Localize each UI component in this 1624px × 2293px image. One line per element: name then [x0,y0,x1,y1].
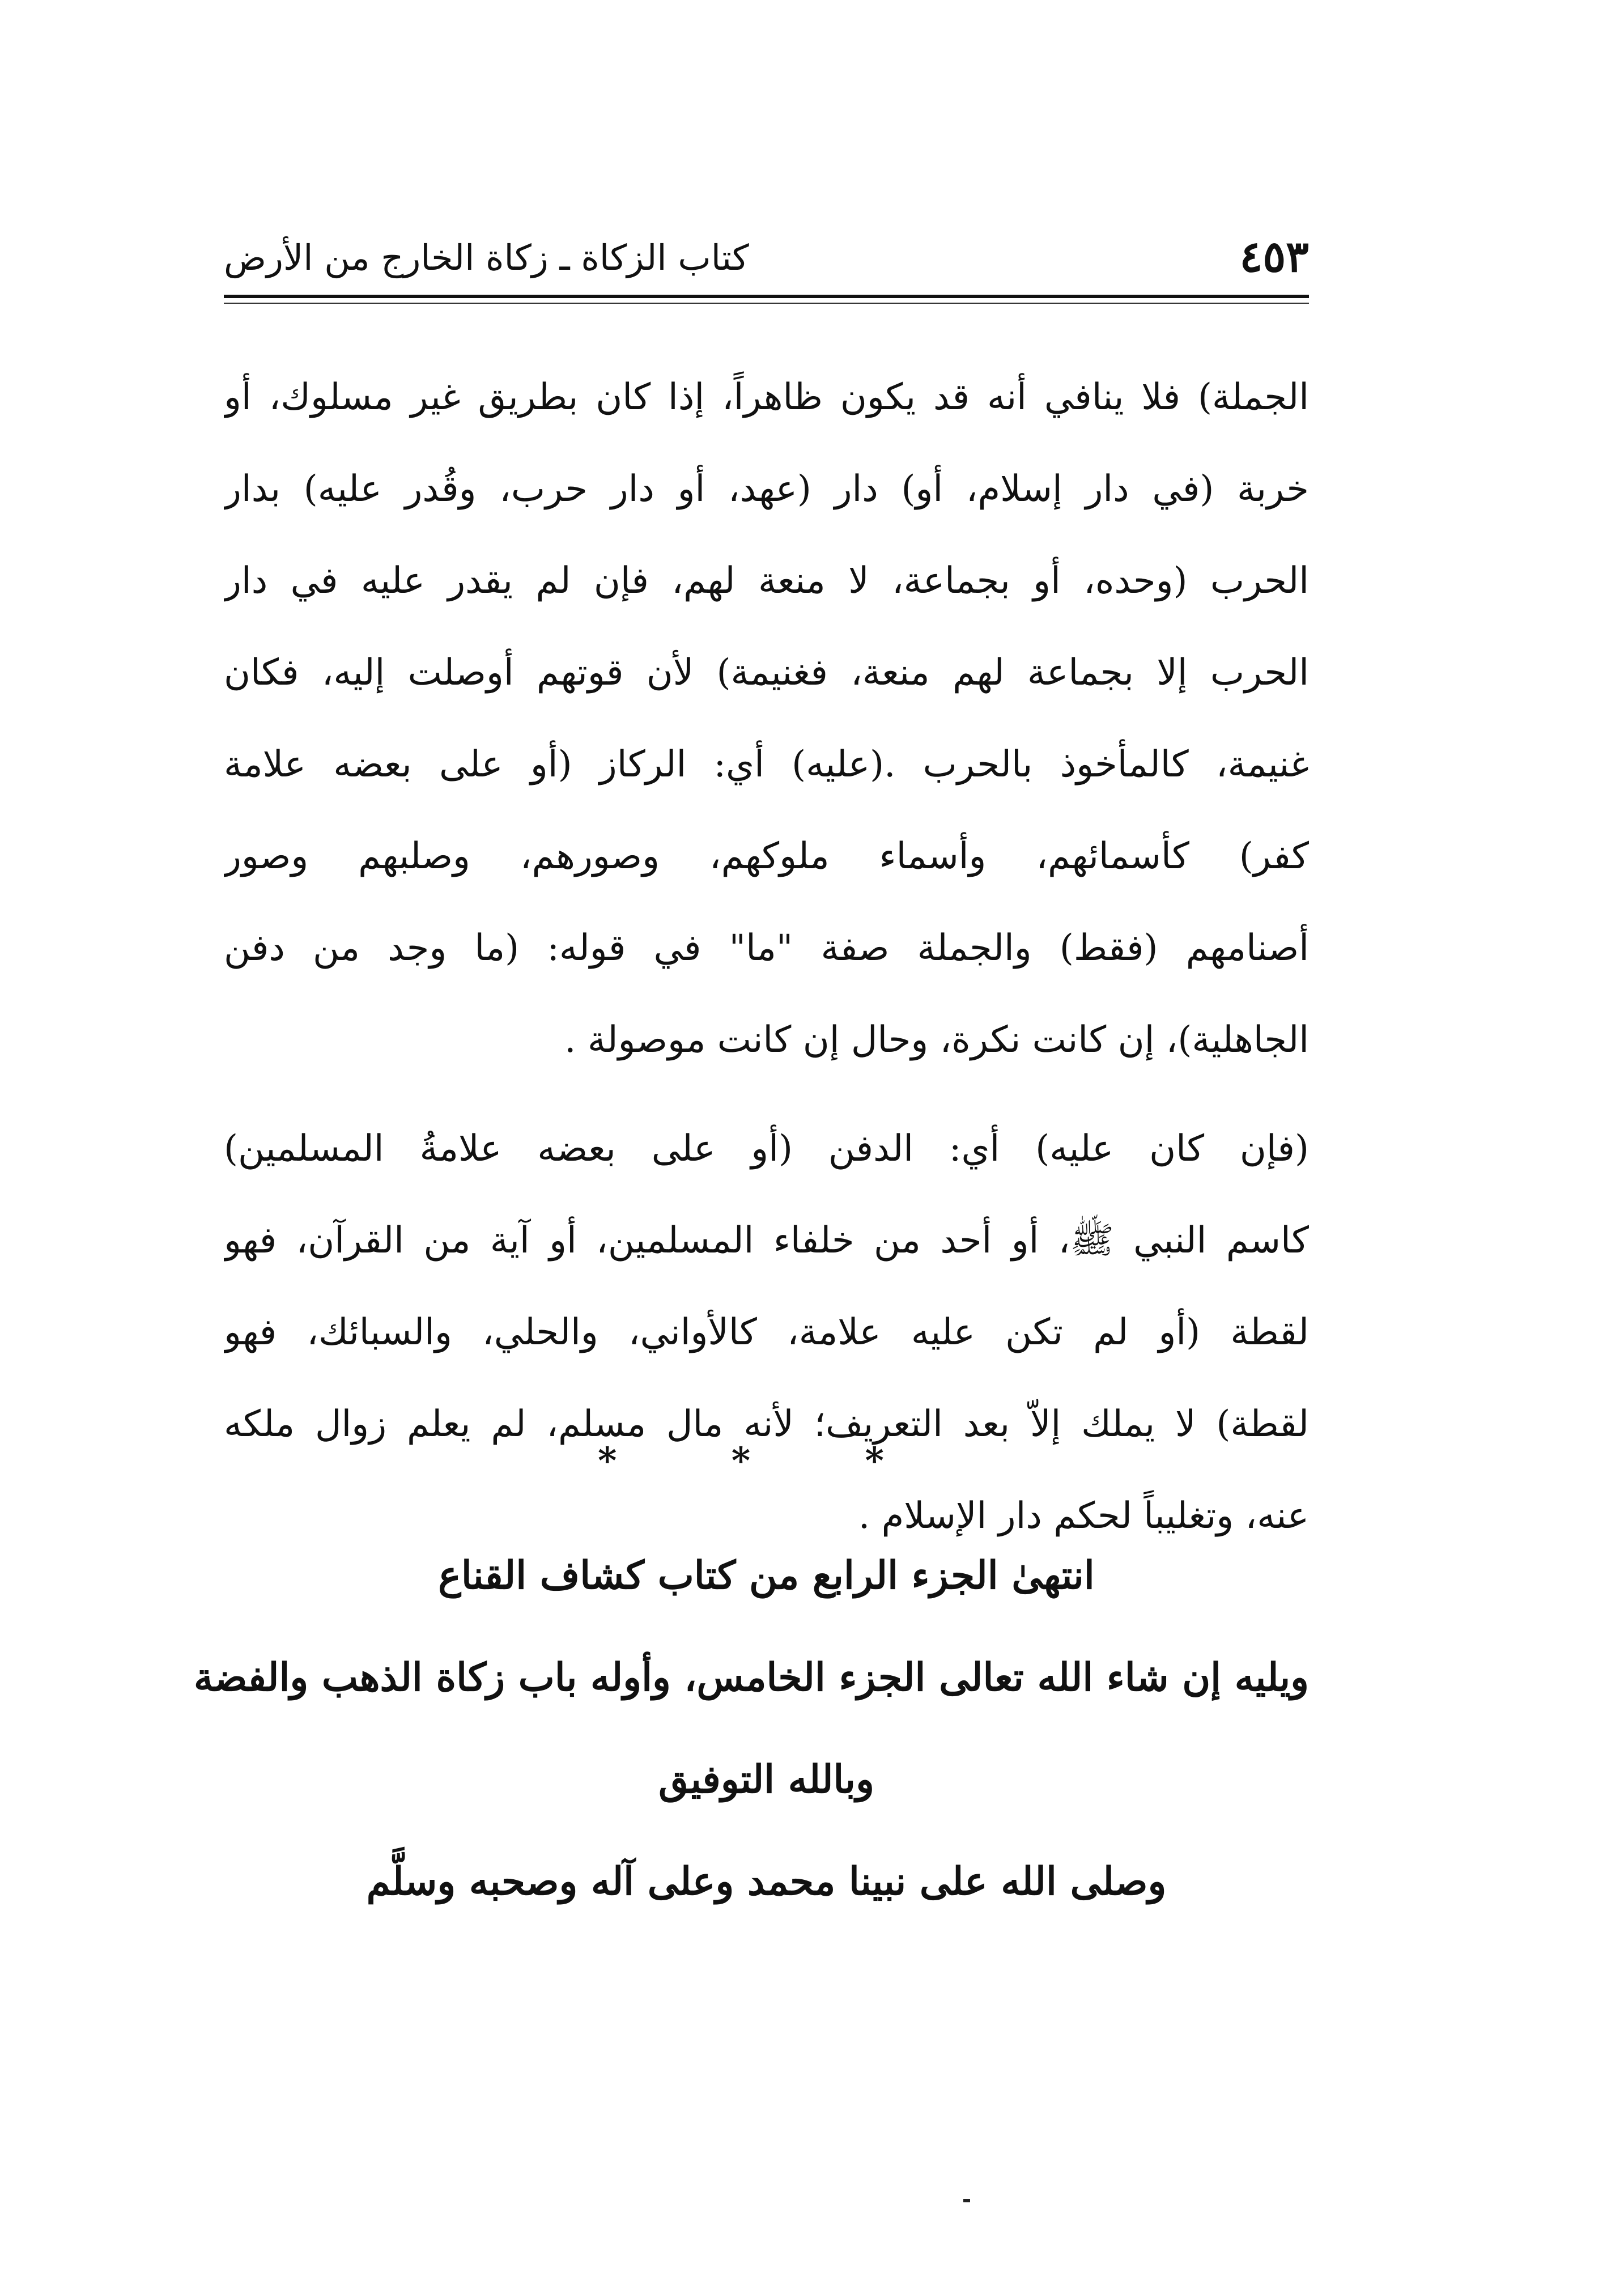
page-header [224,224,1309,292]
header-rule-thin [224,303,1309,304]
text-line: كاسم النبي ﷺ، أو أحد من خلفاء المسلمين، أو آية من القرآن، فهو [224,1220,1309,1262]
page-number: ٤٥٣ [1239,231,1309,282]
section-separator: * * * [598,1440,935,1482]
text-line: غنيمة، كالمأخوذ بالحرب .(عليه) أي: الركاز (أو على بعضه علامة [224,744,1309,785]
closing-line-1: انتهىٰ الجزء الرابع من كتاب كشاف القناع [438,1553,1095,1598]
text-line: الجاهلية)، إن كانت نكرة، وحال إن كانت موصولة . [564,1019,1309,1061]
closing-line-4: وصلى الله على نبينا محمد وعلى آله وصحبه وسلَّم [366,1859,1167,1904]
body-text [224,351,1309,1562]
text-line: أصنامهم (فقط) والجملة صفة "ما" في قوله: (ما وجد من دفن [224,927,1309,969]
text-line: الجملة) فلا ينافي أنه قد يكون ظاهراً، إذا كان بطريق غير مسلوك، أو [224,376,1309,418]
paragraph-gap [224,1086,1309,1103]
running-head: كتاب الزكاة ـ زكاة الخارج من الأرض [224,237,749,278]
header-rule [224,295,1309,298]
text-line: لقطة) لا يملك إلاّ بعد التعريف؛ لأنه مال مسلم، لم يعلم زوال ملكه [224,1403,1309,1445]
text-line: خربة (في دار إسلام، أو) دار (عهد، أو دار حرب، وقُدر عليه) بدار [224,468,1309,510]
text-line: لقطة (أو لم تكن عليه علامة، كالأواني، والحلي، والسبائك، فهو [224,1311,1309,1353]
text-line: الحرب (وحده، أو بجماعة، لا منعة لهم، فإن لم يقدر عليه في دار [224,560,1309,602]
text-line: عنه، وتغليباً لحكم دار الإسلام . [858,1495,1309,1537]
text-line: (فإن كان عليه) أي: الدفن (أو على بعضه علامةُ المسلمين) [224,1128,1309,1170]
print-mark [963,2199,970,2202]
text-line: الحرب إلا بجماعة لهم منعة، فغنيمة) لأن قوتهم أوصلت إليه، فكان [224,652,1309,694]
closing-line-2: ويليه إن شاء الله تعالى الجزء الخامس، وأوله باب زكاة الذهب والفضة [193,1655,1309,1700]
closing-line-3: وبالله التوفيق [658,1757,874,1802]
text-line: كفر) كأسمائهم، وأسماء ملوكهم، وصورهم، وصلبهم وصور [224,835,1309,877]
